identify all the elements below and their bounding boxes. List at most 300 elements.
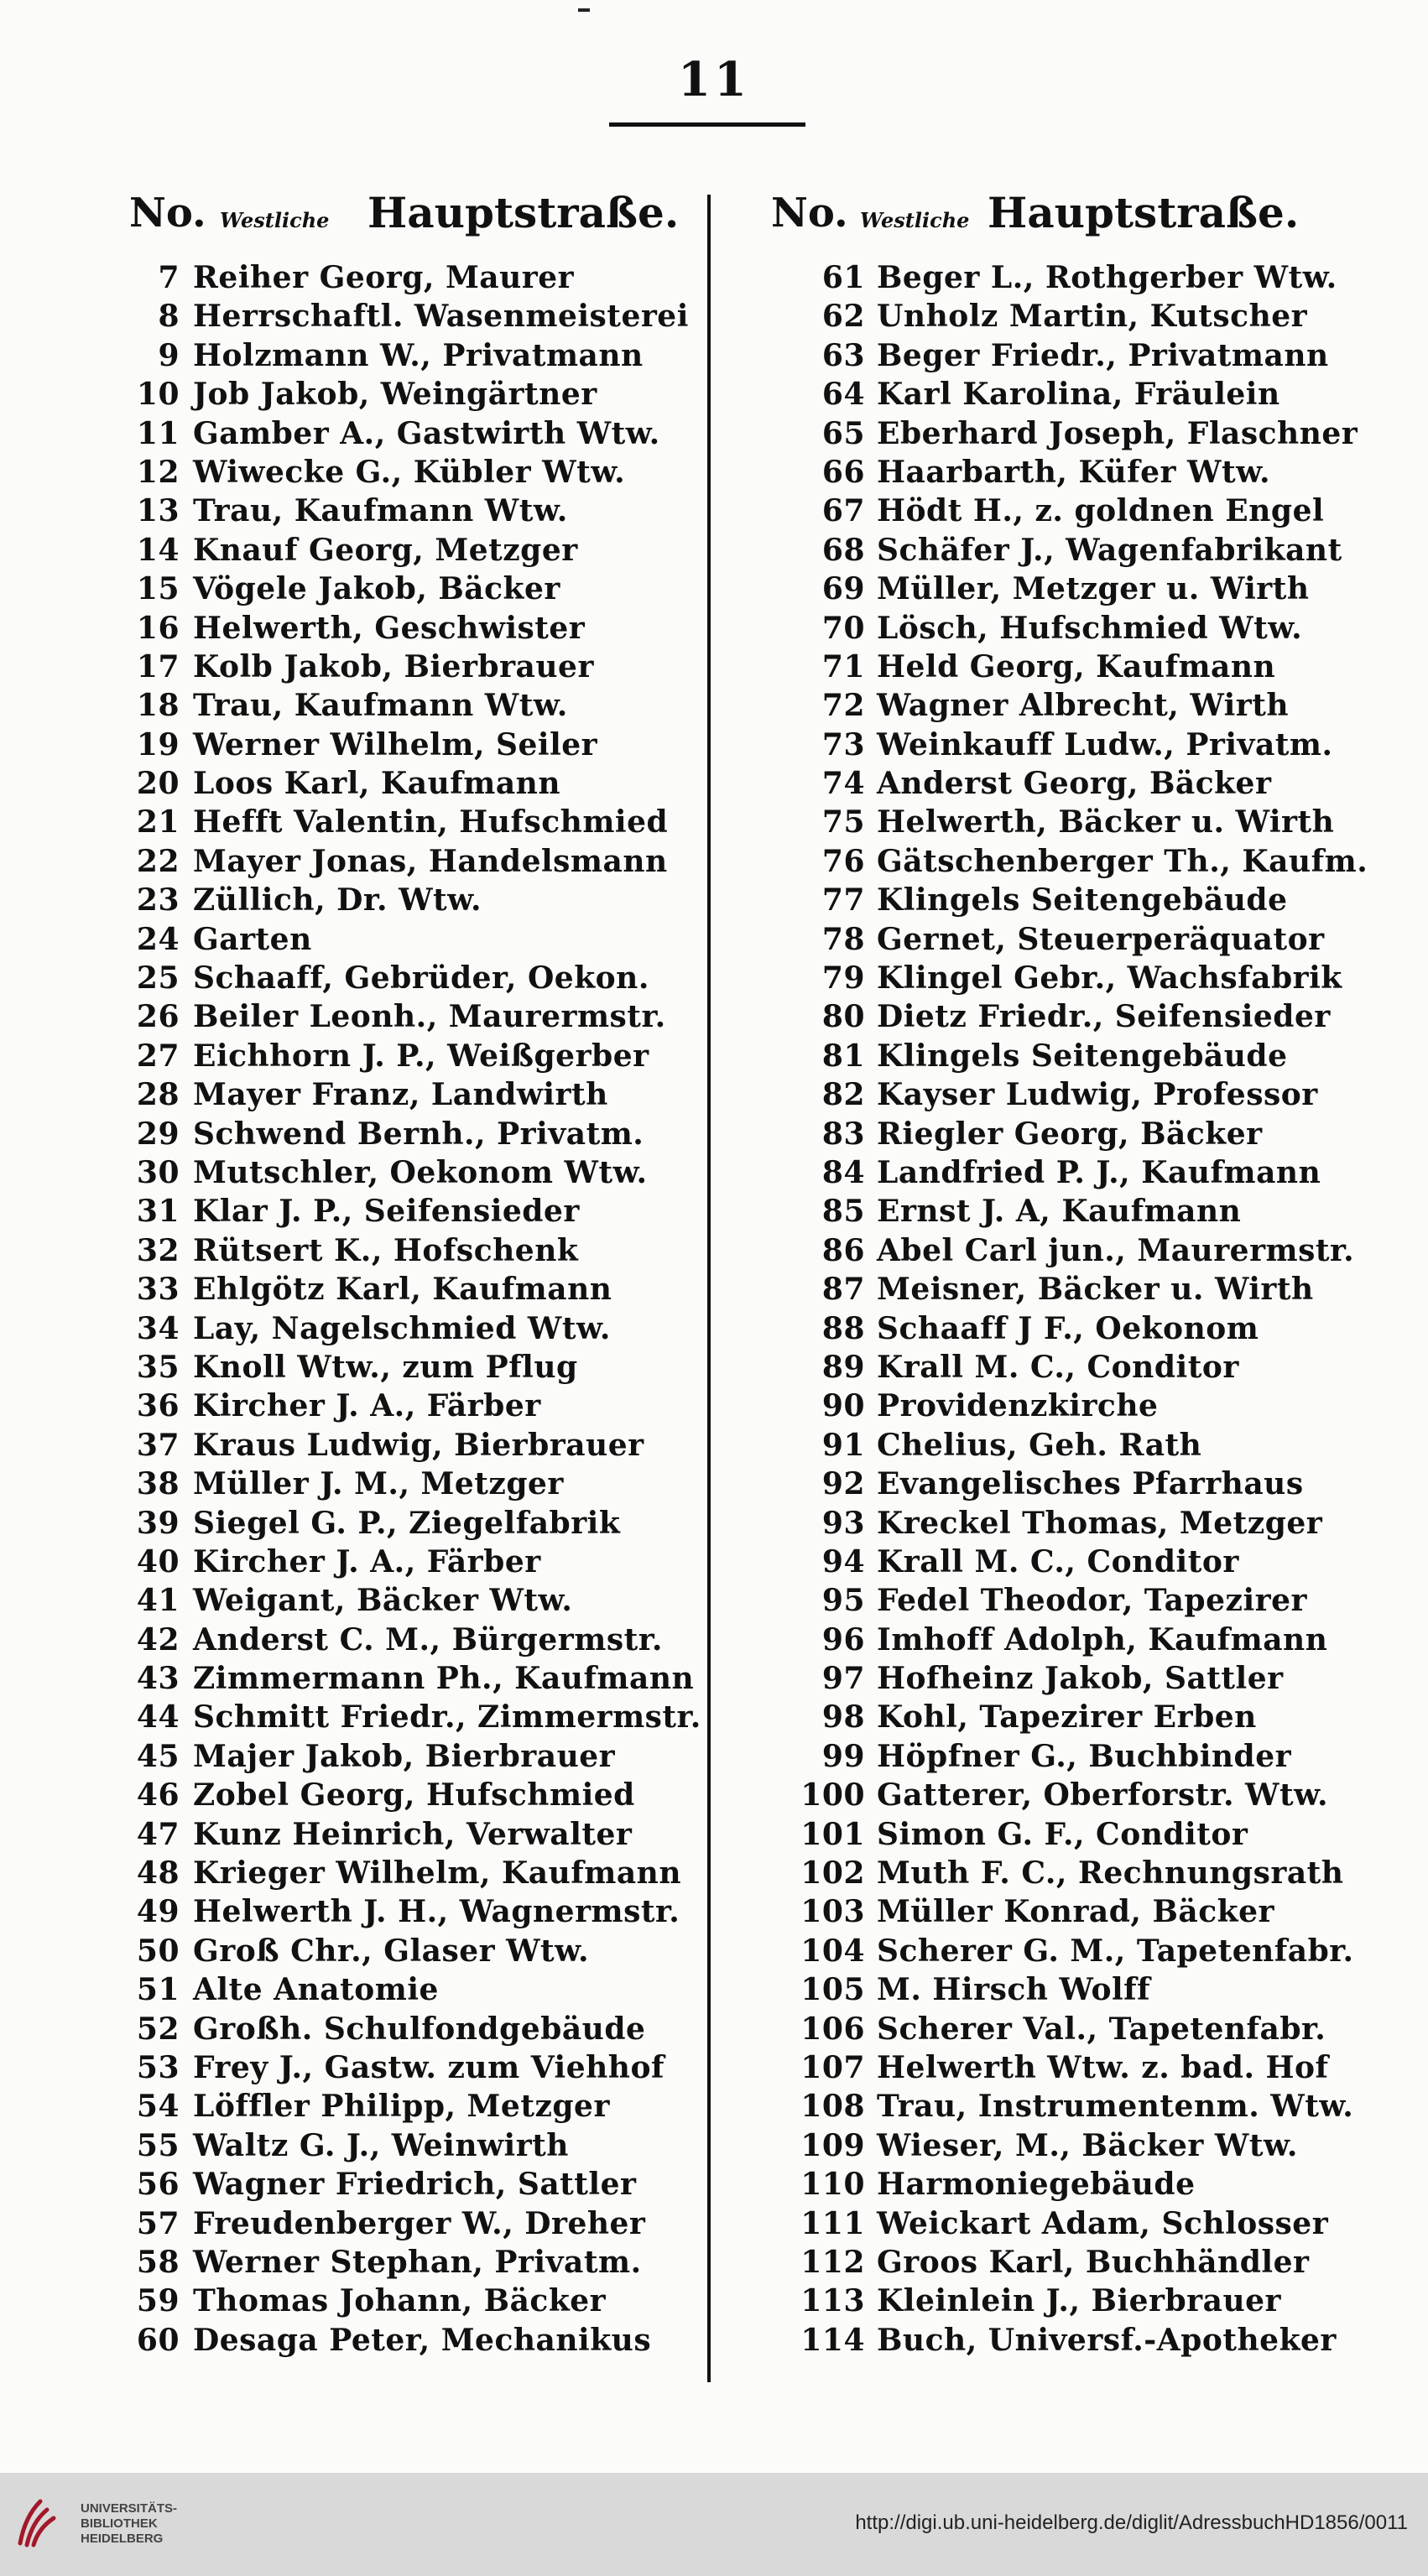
resident-name: Mayer Franz, Landwirth <box>193 1077 608 1113</box>
address-entry <box>126 1037 696 1075</box>
resident-name: Evangelisches Pfarrhaus <box>877 1466 1304 1502</box>
address-entry <box>126 570 696 608</box>
resident-name: Weigant, Bäcker Wtw. <box>193 1583 573 1619</box>
address-entry <box>768 2165 1355 2204</box>
house-number: 20 <box>136 766 180 802</box>
address-entry <box>768 1815 1355 1854</box>
house-number: 30 <box>136 1154 180 1190</box>
resident-name: Haarbarth, Küfer Wtw. <box>877 454 1270 490</box>
resident-name: Muth F. C., Rechnungsrath <box>877 1855 1344 1892</box>
address-entry <box>126 531 696 570</box>
left-column <box>126 186 701 2360</box>
resident-name: Kircher J. A., Färber <box>193 1388 541 1424</box>
resident-name: Krall M. C., Conditor <box>877 1349 1239 1385</box>
address-entry <box>126 1309 696 1348</box>
resident-name: Wagner Friedrich, Sattler <box>193 2167 637 2203</box>
house-number: 82 <box>821 1077 865 1113</box>
resident-name: Rütsert K., Hofschenk <box>193 1232 579 1268</box>
house-number: 13 <box>136 493 180 529</box>
resident-name: Klingel Gebr., Wachsfabrik <box>877 960 1342 997</box>
resident-name: Höpfner G., Buchbinder <box>877 1738 1292 1774</box>
house-number: 96 <box>821 1621 865 1657</box>
address-entry <box>768 375 1355 414</box>
house-number: 7 <box>158 260 180 295</box>
house-number: 79 <box>821 960 865 997</box>
address-entry <box>768 2282 1355 2320</box>
resident-name: Held Georg, Kaufmann <box>877 648 1276 684</box>
address-entry <box>126 803 696 841</box>
resident-name: Ernst J. A, Kaufmann <box>877 1194 1242 1230</box>
house-number: 26 <box>136 999 180 1035</box>
house-number: 107 <box>800 2049 865 2085</box>
resident-name: Alte Anatomie <box>193 1972 439 2008</box>
resident-name: Unholz Martin, Kutscher <box>877 299 1308 335</box>
address-entry <box>768 1387 1355 1425</box>
column-number-heading: No. <box>771 190 848 237</box>
street-name: Hauptstraße. <box>988 188 1300 237</box>
house-number: 53 <box>136 2049 180 2085</box>
address-entry <box>126 920 696 959</box>
resident-name: Schaaff, Gebrüder, Oekon. <box>193 960 649 997</box>
resident-name: Kohl, Tapezirer Erben <box>877 1699 1257 1736</box>
house-number: 41 <box>136 1583 180 1619</box>
resident-name: Eberhard Joseph, Flaschner <box>877 415 1358 451</box>
address-entry <box>126 1075 696 1114</box>
address-entry <box>126 2243 696 2282</box>
house-number: 59 <box>136 2283 180 2319</box>
address-entry <box>126 336 696 375</box>
address-entry <box>768 997 1355 1036</box>
house-number: 36 <box>136 1388 180 1424</box>
house-number: 9 <box>158 337 180 373</box>
house-number: 86 <box>821 1232 865 1268</box>
house-number: 46 <box>136 1777 180 1814</box>
house-number: 35 <box>136 1349 180 1385</box>
address-entry <box>768 842 1368 881</box>
address-entry <box>768 531 1355 570</box>
address-entry <box>768 1932 1355 1970</box>
resident-name: Waltz G. J., Weinwirth <box>193 2127 569 2163</box>
house-number: 114 <box>800 2322 865 2358</box>
resident-name: Holzmann W., Privatmann <box>193 337 644 373</box>
house-number: 113 <box>800 2283 865 2319</box>
house-number: 56 <box>136 2167 180 2203</box>
house-number: 74 <box>821 766 865 802</box>
house-number: 91 <box>821 1427 865 1463</box>
resident-name: Schwend Bernh., Privatm. <box>193 1116 644 1152</box>
house-number: 105 <box>800 1972 865 2008</box>
house-number: 16 <box>136 610 180 646</box>
house-number: 29 <box>136 1116 180 1152</box>
resident-name: Scherer G. M., Tapetenfabr. <box>877 1933 1354 1969</box>
resident-name: Beiler Leonh., Maurermstr. <box>193 999 666 1035</box>
resident-name: Hofheinz Jakob, Sattler <box>877 1661 1284 1697</box>
address-entry <box>126 1270 696 1309</box>
resident-name: Müller, Metzger u. Wirth <box>877 571 1310 607</box>
house-number: 33 <box>136 1272 180 1308</box>
street-prefix: Westliche <box>220 208 330 232</box>
house-number: 28 <box>136 1077 180 1113</box>
address-entry <box>126 1153 696 1192</box>
address-entry <box>126 726 696 764</box>
house-number: 65 <box>821 415 865 451</box>
address-entry <box>126 1815 696 1854</box>
house-number: 45 <box>136 1738 180 1774</box>
house-number: 110 <box>800 2167 865 2203</box>
house-number: 27 <box>136 1038 180 1074</box>
page-number: 11 <box>678 52 750 107</box>
house-number: 55 <box>136 2127 180 2163</box>
resident-name: Garten <box>193 921 312 957</box>
house-number: 66 <box>821 454 865 490</box>
house-number: 24 <box>136 921 180 957</box>
house-number: 100 <box>800 1777 865 1814</box>
address-entry <box>126 686 696 725</box>
resident-name: Harmoniegebäude <box>877 2167 1196 2203</box>
resident-name: Klingels Seitengebäude <box>877 882 1288 919</box>
resident-name: Kayser Ludwig, Professor <box>877 1077 1318 1113</box>
house-number: 17 <box>136 648 180 684</box>
address-entry <box>768 959 1355 997</box>
address-entry <box>768 881 1355 919</box>
address-entry <box>768 2087 1355 2126</box>
resident-name: Kunz Heinrich, Verwalter <box>193 1816 633 1852</box>
address-entry <box>126 2204 696 2243</box>
address-entry <box>768 2321 1355 2360</box>
house-number: 39 <box>136 1505 180 1541</box>
address-entry <box>768 1037 1355 1075</box>
resident-name: Lay, Nagelschmied Wtw. <box>193 1310 611 1346</box>
left-entry-list <box>126 258 701 2360</box>
house-number: 84 <box>821 1154 865 1190</box>
address-entry <box>768 1621 1355 1659</box>
house-number: 40 <box>136 1543 180 1579</box>
house-number: 57 <box>136 2205 180 2241</box>
house-number: 48 <box>136 1855 180 1892</box>
library-name-line: HEIDELBERG <box>81 2532 164 2546</box>
address-entry <box>126 453 696 492</box>
resident-name: Zimmermann Ph., Kaufmann <box>193 1661 695 1697</box>
address-entry <box>768 1543 1355 1581</box>
resident-name: Schaaff J F., Oekonom <box>877 1310 1259 1346</box>
resident-name: Scherer Val., Tapetenfabr. <box>877 2011 1326 2047</box>
house-number: 8 <box>158 299 180 335</box>
house-number: 44 <box>136 1699 180 1736</box>
resident-name: Klingels Seitengebäude <box>877 1038 1288 1074</box>
address-entry <box>768 492 1355 530</box>
house-number: 69 <box>821 571 865 607</box>
resident-name: Helwerth, Geschwister <box>193 610 586 646</box>
address-entry <box>768 1192 1355 1231</box>
resident-name: Hefft Valentin, Hufschmied <box>193 804 669 840</box>
address-entry <box>768 1504 1355 1543</box>
house-number: 77 <box>821 882 865 919</box>
resident-name: Mayer Jonas, Handelsmann <box>193 843 668 879</box>
address-entry <box>768 764 1355 803</box>
resident-name: Löffler Philipp, Metzger <box>193 2089 610 2125</box>
house-number: 93 <box>821 1505 865 1541</box>
house-number: 51 <box>136 1972 180 2008</box>
address-entry <box>768 2010 1355 2048</box>
street-prefix: Westliche <box>860 208 970 232</box>
house-number: 25 <box>136 960 180 997</box>
address-entry <box>126 1231 696 1270</box>
house-number: 42 <box>136 1621 180 1657</box>
house-number: 88 <box>821 1310 865 1346</box>
column-divider <box>707 195 711 2382</box>
resident-name: Lösch, Hufschmied Wtw. <box>877 610 1303 646</box>
right-column <box>768 186 1368 2360</box>
page-number-rule <box>609 122 805 127</box>
house-number: 34 <box>136 1310 180 1346</box>
resident-name: Wagner Albrecht, Wirth <box>877 688 1290 724</box>
address-entry <box>768 2243 1355 2282</box>
address-entry <box>768 336 1355 375</box>
address-entry <box>126 1426 696 1465</box>
resident-name: Eichhorn J. P., Weißgerber <box>193 1038 649 1074</box>
house-number: 99 <box>821 1738 865 1774</box>
address-entry <box>126 297 696 336</box>
left-column-header <box>126 186 696 258</box>
resident-name: Schäfer J., Wagenfabrikant <box>877 532 1342 568</box>
house-number: 72 <box>821 688 865 724</box>
house-number: 111 <box>800 2205 865 2241</box>
address-entry <box>768 453 1355 492</box>
resident-name: Kraus Ludwig, Bierbrauer <box>193 1427 644 1463</box>
house-number: 68 <box>821 532 865 568</box>
house-number: 15 <box>136 571 180 607</box>
resident-name: Großh. Schulfondgebäude <box>193 2011 646 2047</box>
address-entry <box>768 1737 1355 1776</box>
address-entry <box>126 2048 696 2087</box>
house-number: 92 <box>821 1466 865 1502</box>
resident-name: Krall M. C., Conditor <box>877 1543 1239 1579</box>
library-name-line: UNIVERSITÄTS- <box>81 2501 178 2516</box>
resident-name: Kleinlein J., Bierbrauer <box>877 2283 1282 2319</box>
address-entry <box>768 2048 1355 2087</box>
resident-name: Anderst C. M., Bürgermstr. <box>193 1621 663 1657</box>
address-entry <box>768 414 1358 453</box>
address-entry <box>126 2126 696 2165</box>
scan-mark <box>578 8 590 12</box>
resident-name: Wieser, M., Bäcker Wtw. <box>877 2127 1298 2163</box>
house-number: 10 <box>136 377 180 413</box>
house-number: 61 <box>821 260 865 295</box>
address-entry <box>768 1153 1355 1192</box>
house-number: 67 <box>821 493 865 529</box>
house-number: 23 <box>136 882 180 919</box>
resident-name: Helwerth, Bäcker u. Wirth <box>877 804 1335 840</box>
resident-name: Helwerth J. H., Wagnermstr. <box>193 1894 680 1930</box>
house-number: 70 <box>821 610 865 646</box>
address-entry <box>126 1698 701 1736</box>
house-number: 31 <box>136 1194 180 1230</box>
resident-name: Chelius, Geh. Rath <box>877 1427 1202 1463</box>
address-entry <box>768 297 1355 336</box>
house-number: 101 <box>800 1816 865 1852</box>
house-number: 73 <box>821 726 865 762</box>
address-entry <box>126 609 696 648</box>
house-number: 47 <box>136 1816 180 1852</box>
address-entry <box>126 1776 696 1814</box>
house-number: 50 <box>136 1933 180 1969</box>
address-entry <box>126 1892 696 1931</box>
house-number: 95 <box>821 1583 865 1619</box>
address-entry <box>126 1387 696 1425</box>
library-name-line: BIBLIOTHEK <box>81 2516 158 2531</box>
address-entry <box>768 258 1355 297</box>
address-entry <box>126 997 696 1036</box>
address-entry <box>768 1231 1355 1270</box>
address-entry <box>768 1348 1355 1387</box>
resident-name: Vögele Jakob, Bäcker <box>193 571 560 607</box>
resident-name: Helwerth Wtw. z. bad. Hof <box>877 2049 1329 2085</box>
address-entry <box>126 2321 696 2360</box>
house-number: 83 <box>821 1116 865 1152</box>
resident-name: Trau, Kaufmann Wtw. <box>193 493 568 529</box>
house-number: 38 <box>136 1466 180 1502</box>
address-entry <box>126 842 696 881</box>
resident-name: Job Jakob, Weingärtner <box>193 377 597 413</box>
house-number: 85 <box>821 1194 865 1230</box>
house-number: 106 <box>800 2011 865 2047</box>
resident-name: Schmitt Friedr., Zimmermstr. <box>193 1699 701 1736</box>
address-entry <box>768 1270 1355 1309</box>
house-number: 81 <box>821 1038 865 1074</box>
address-entry <box>768 1075 1355 1114</box>
resident-name: Meisner, Bäcker u. Wirth <box>877 1272 1314 1308</box>
house-number: 98 <box>821 1699 865 1736</box>
resident-name: Müller J. M., Metzger <box>193 1466 564 1502</box>
address-entry <box>768 2204 1355 2243</box>
resident-name: Anderst Georg, Bäcker <box>877 766 1272 802</box>
house-number: 71 <box>821 648 865 684</box>
address-entry <box>768 1970 1355 2009</box>
address-entry <box>768 1581 1355 1620</box>
house-number: 58 <box>136 2244 180 2280</box>
house-number: 62 <box>821 299 865 335</box>
address-entry <box>126 1115 696 1153</box>
house-number: 75 <box>821 804 865 840</box>
house-number: 37 <box>136 1427 180 1463</box>
resident-name: Knoll Wtw., zum Pflug <box>193 1349 578 1385</box>
address-entry <box>126 1543 696 1581</box>
resident-name: Buch, Universf.-Apotheker <box>877 2322 1337 2358</box>
address-entry <box>126 2087 696 2126</box>
address-entry <box>768 1776 1355 1814</box>
right-entry-list <box>768 258 1368 2360</box>
address-entry <box>126 1970 696 2009</box>
house-number: 18 <box>136 688 180 724</box>
address-entry <box>126 1659 696 1698</box>
resident-name: Beger L., Rothgerber Wtw. <box>877 260 1337 295</box>
resident-name: Dietz Friedr., Seifensieder <box>877 999 1331 1035</box>
address-entry <box>768 570 1355 608</box>
address-entry <box>768 609 1355 648</box>
resident-name: Siegel G. P., Ziegelfabrik <box>193 1505 621 1541</box>
resident-name: Herrschaftl. Wasenmeisterei <box>193 299 689 335</box>
address-entry <box>768 2126 1355 2165</box>
address-entry <box>126 1854 696 1892</box>
street-name: Hauptstraße. <box>367 188 680 237</box>
address-entry <box>768 1659 1355 1698</box>
house-number: 12 <box>136 454 180 490</box>
address-entry <box>768 648 1355 686</box>
address-entry <box>768 1115 1355 1153</box>
resident-name: Loos Karl, Kaufmann <box>193 766 561 802</box>
house-number: 19 <box>136 726 180 762</box>
house-number: 64 <box>821 377 865 413</box>
address-entry <box>768 686 1355 725</box>
resident-name: Zobel Georg, Hufschmied <box>193 1777 635 1814</box>
house-number: 109 <box>800 2127 865 2163</box>
resident-name: Gätschenberger Th., Kaufm. <box>877 843 1368 879</box>
resident-name: Gatterer, Oberforstr. Wtw. <box>877 1777 1328 1814</box>
resident-name: Kircher J. A., Färber <box>193 1543 541 1579</box>
resident-name: Mutschler, Oekonom Wtw. <box>193 1154 648 1190</box>
house-number: 103 <box>800 1894 865 1930</box>
resident-name: Karl Karolina, Fräulein <box>877 377 1280 413</box>
resident-name: Thomas Johann, Bäcker <box>193 2283 607 2319</box>
house-number: 60 <box>136 2322 180 2358</box>
resident-name: Gamber A., Gastwirth Wtw. <box>193 415 660 451</box>
address-entry <box>768 726 1355 764</box>
address-entry <box>768 1892 1355 1931</box>
address-entry <box>126 375 696 414</box>
address-entry <box>126 2010 696 2048</box>
resident-name: Kreckel Thomas, Metzger <box>877 1505 1323 1541</box>
source-url-link[interactable]: http://digi.ub.uni-heidelberg.de/diglit/AdressbuchHD1856/0011 <box>855 2511 1408 2534</box>
house-number: 102 <box>800 1855 865 1892</box>
resident-name: Abel Carl jun., Maurermstr. <box>877 1232 1355 1268</box>
address-entry <box>126 1581 696 1620</box>
house-number: 78 <box>821 921 865 957</box>
resident-name: Beger Friedr., Privatmann <box>877 337 1329 373</box>
house-number: 11 <box>136 415 180 451</box>
address-entry <box>126 1192 696 1231</box>
house-number: 21 <box>136 804 180 840</box>
resident-name: Landfried P. J., Kaufmann <box>877 1154 1321 1190</box>
house-number: 14 <box>136 532 180 568</box>
house-number: 97 <box>821 1661 865 1697</box>
resident-name: Reiher Georg, Maurer <box>193 260 575 295</box>
resident-name: M. Hirsch Wolff <box>877 1972 1151 2008</box>
resident-name: Groos Karl, Buchhändler <box>877 2244 1310 2280</box>
resident-name: Weickart Adam, Schlosser <box>877 2205 1329 2241</box>
column-number-heading: No. <box>129 190 206 237</box>
resident-name: Trau, Kaufmann Wtw. <box>193 688 568 724</box>
house-number: 54 <box>136 2089 180 2125</box>
house-number: 80 <box>821 999 865 1035</box>
house-number: 76 <box>821 843 865 879</box>
house-number: 43 <box>136 1661 180 1697</box>
footer-bar <box>0 2473 1428 2576</box>
house-number: 104 <box>800 1933 865 1969</box>
resident-name: Kolb Jakob, Bierbrauer <box>193 648 594 684</box>
address-entry <box>126 1932 696 1970</box>
resident-name: Imhoff Adolph, Kaufmann <box>877 1621 1328 1657</box>
right-column-header <box>768 186 1355 258</box>
address-entry <box>768 1854 1355 1892</box>
resident-name: Riegler Georg, Bäcker <box>877 1116 1263 1152</box>
house-number: 52 <box>136 2011 180 2047</box>
house-number: 32 <box>136 1232 180 1268</box>
address-entry <box>126 648 696 686</box>
resident-name: Müller Konrad, Bäcker <box>877 1894 1274 1930</box>
house-number: 94 <box>821 1543 865 1579</box>
address-entry <box>126 414 696 453</box>
address-entry <box>768 1698 1355 1736</box>
